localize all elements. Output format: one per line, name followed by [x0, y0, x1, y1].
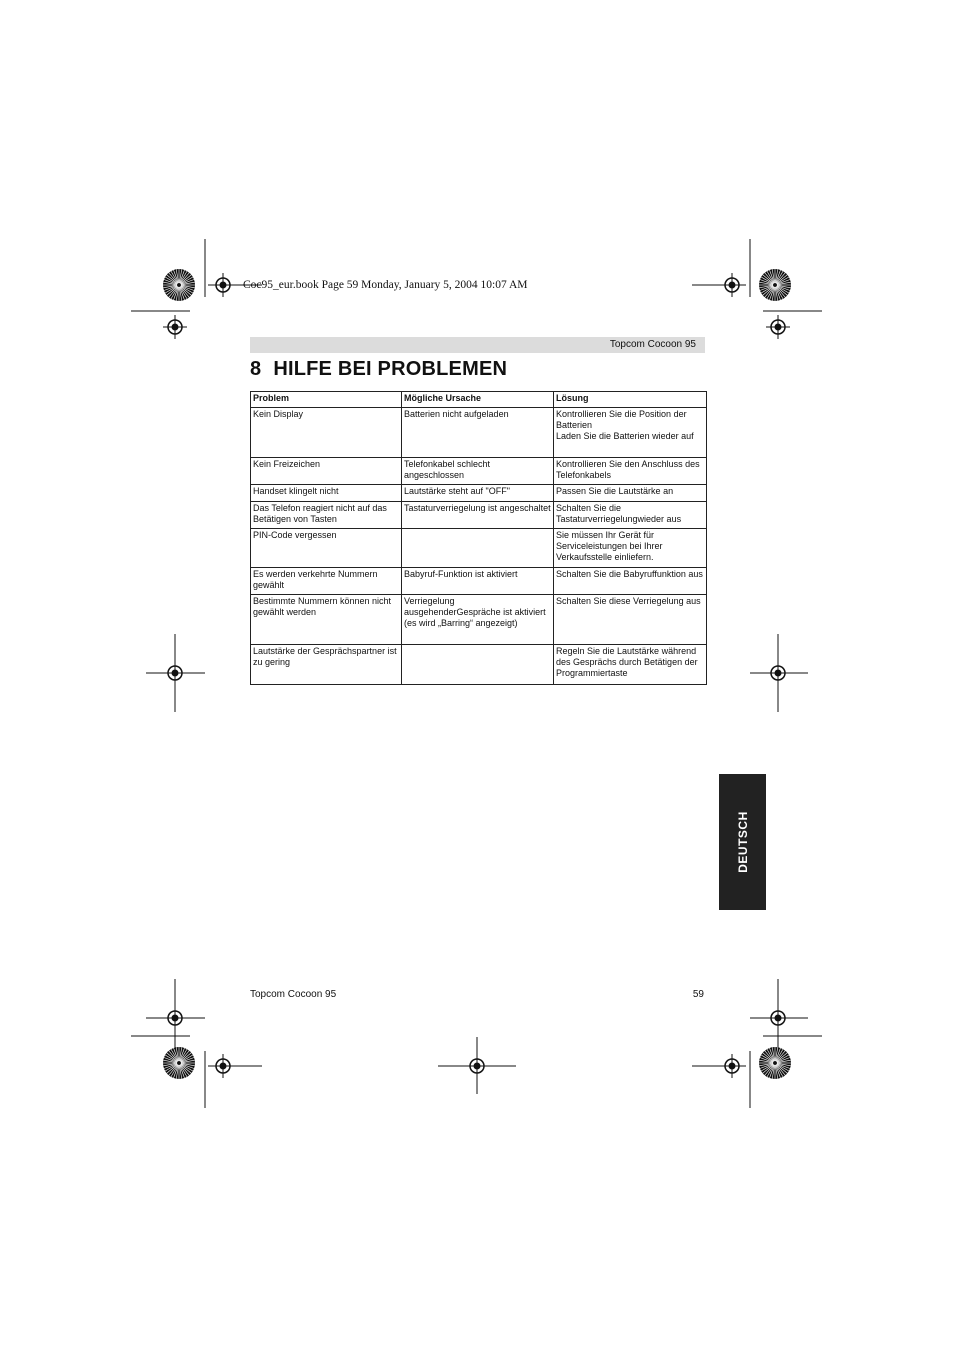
cell-cause [402, 529, 554, 568]
cell-problem [251, 568, 402, 595]
cell-problem [251, 408, 402, 458]
troubleshooting-table [250, 391, 707, 685]
cell-text: Kein Freizeichen [253, 459, 321, 469]
cell-text: Kontrollieren Sie die Position der Batterien [556, 409, 687, 431]
cell-solution [554, 485, 707, 502]
running-header [250, 337, 705, 353]
cell-cause [402, 595, 554, 645]
cell-text: Handset klingelt nicht [253, 486, 339, 496]
cell-cause [402, 485, 554, 502]
cell-text: Bestimmte Nummern können nicht gewählt werden [253, 596, 392, 618]
cell-text: Kontrollieren Sie den Anschluss des Telefonkabels [556, 459, 700, 481]
table-row [251, 568, 707, 595]
table-header-row [251, 392, 707, 408]
cell-text: Kein Display [253, 409, 304, 419]
cell-problem [251, 458, 402, 485]
cell-solution [554, 408, 707, 458]
cell-text: Babyruf-Funktion ist aktiviert [404, 569, 518, 579]
cell-solution [554, 595, 707, 645]
cell-text: Es werden verkehrte Nummern gewählt [253, 569, 378, 591]
section-title-text: HILFE BEI PROBLEMEN [273, 358, 508, 380]
table-row [251, 408, 707, 458]
cell-cause [402, 458, 554, 485]
section-number: 8 [250, 358, 262, 380]
cell-text: Lautstärke der Gesprächspartner ist zu gering [253, 646, 397, 668]
cell-cause [402, 408, 554, 458]
cell-problem [251, 595, 402, 645]
table-row [251, 645, 707, 685]
cell-text: Tastaturverriegelung ist angeschaltet [404, 503, 551, 513]
cell-text: Lautstärke steht auf "OFF" [404, 486, 510, 496]
cell-problem [251, 485, 402, 502]
table-row [251, 529, 707, 568]
cell-text: Schalten Sie die Babyruffunktion aus [556, 569, 703, 579]
cell-text: Das Telefon reagiert nicht auf das Betätigen von Tasten [253, 503, 387, 525]
cell-text: Sie müssen Ihr Gerät für Serviceleistungen bei Ihrer Verkaufsstelle einliefern. [556, 530, 663, 563]
table-row [251, 485, 707, 502]
cell-text: Schalten Sie die Tastaturverriegelungwieder aus [556, 503, 682, 525]
cell-solution [554, 645, 707, 685]
cell-text: Verriegelung ausgehenderGespräche ist aktiviert (es wird „Barring“ angezeigt) [404, 596, 546, 629]
cell-text: Telefonkabel schlecht angeschlossen [404, 459, 491, 481]
cell-solution [554, 458, 707, 485]
cell-problem [251, 502, 402, 529]
table-body [251, 408, 707, 685]
cell-problem [251, 645, 402, 685]
cell-cause [402, 568, 554, 595]
cell-text: Laden Sie die Batterien wieder auf [556, 431, 694, 442]
page-number: 59 [692, 989, 704, 1000]
column-header-problem: Problem [251, 392, 402, 408]
cell-solution [554, 568, 707, 595]
column-header-cause: Mögliche Ursache [402, 392, 554, 408]
cell-text: Schalten Sie diese Verriegelung aus [556, 596, 701, 606]
cell-problem [251, 529, 402, 568]
cell-text: Batterien nicht aufgeladen [404, 409, 509, 419]
section-title [250, 358, 507, 381]
footer-product: Topcom Cocoon 95 [250, 989, 337, 1000]
cell-text: Regeln Sie die Lautstärke während des Gesprächs durch Betätigen der Programmiertaste [556, 646, 698, 679]
table-row [251, 595, 707, 645]
cell-cause [402, 502, 554, 529]
column-header-solution: Lösung [554, 392, 707, 408]
table-row [251, 458, 707, 485]
print-info-line: Coc95_eur.book Page 59 Monday, January 5, 2004 10:07 AM [243, 279, 528, 291]
cell-text: Passen Sie die Lautstärke an [556, 486, 674, 496]
language-tab [719, 774, 766, 910]
language-tab-label: DEUTSCH [735, 811, 750, 873]
cell-text: PIN-Code vergessen [253, 530, 337, 540]
cell-solution [554, 529, 707, 568]
table-row [251, 502, 707, 529]
header-product: Topcom Cocoon 95 [609, 339, 696, 350]
cell-cause [402, 645, 554, 685]
cell-solution [554, 502, 707, 529]
